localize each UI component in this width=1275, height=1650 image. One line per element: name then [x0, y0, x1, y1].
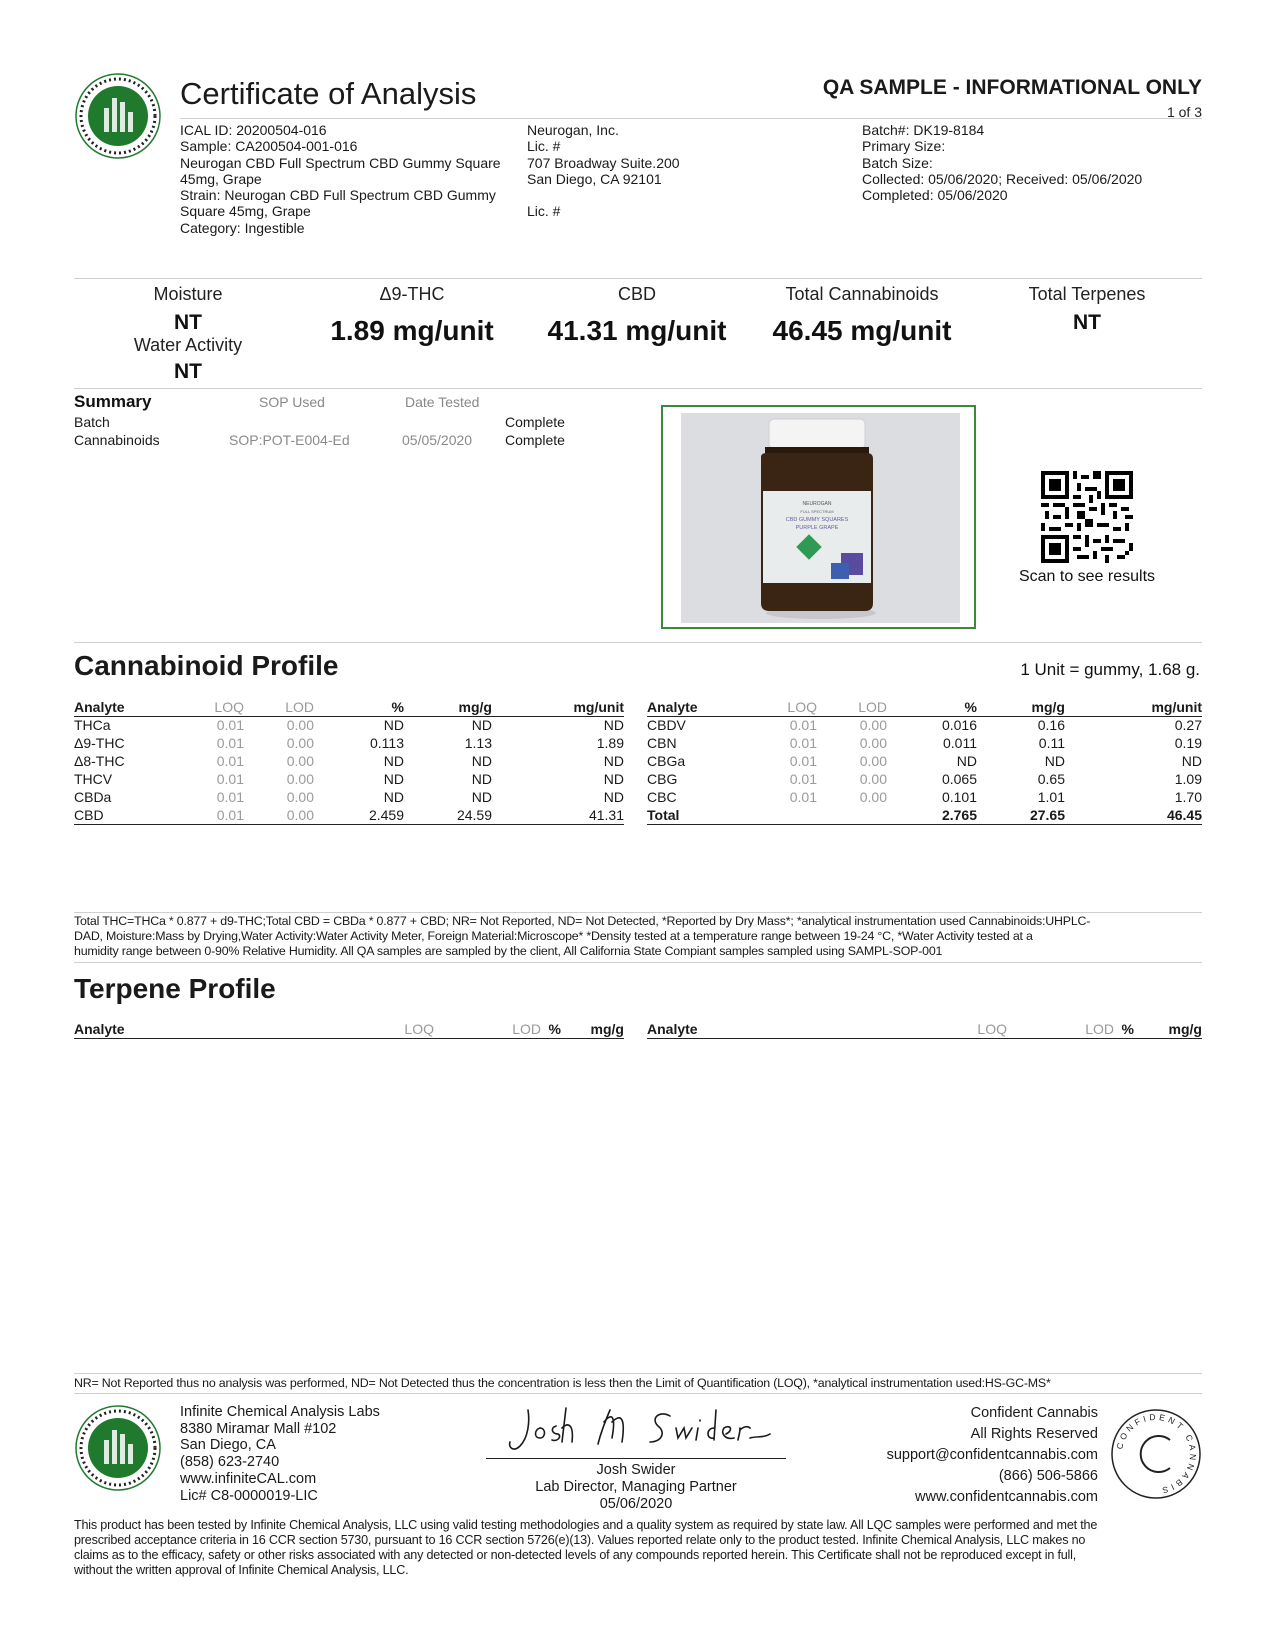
- lod-cell: 0.00: [286, 789, 314, 805]
- divider: [74, 912, 1202, 913]
- unit-note: 1 Unit = gummy, 1.68 g.: [1020, 660, 1200, 679]
- sample-info-line: 45mg, Grape: [180, 170, 262, 187]
- confident-line: Confident Cannabis: [970, 1405, 1098, 1421]
- batch-info-line: Batch Size:: [862, 154, 933, 171]
- header-divider: [180, 118, 1202, 119]
- lod-cell: 0.00: [859, 789, 887, 805]
- table-row: [647, 788, 1202, 806]
- table-header-row: [647, 698, 1202, 716]
- product-photo-frame: [661, 405, 976, 629]
- col-mgg: mg/g: [977, 698, 1065, 716]
- signature-block: [486, 1462, 786, 1513]
- sample-info-line: Sample: CA200504-001-016: [180, 138, 358, 155]
- lod-cell: 0.00: [286, 717, 314, 734]
- analyte-cell: Δ9-THC: [74, 735, 125, 751]
- lod-cell: 0.00: [244, 806, 314, 824]
- loq-cell: 0.01: [789, 735, 817, 751]
- col-percent: %: [541, 1020, 561, 1038]
- analyte-cell: Δ8-THC: [74, 753, 125, 769]
- table-row: [74, 806, 624, 824]
- confident-email[interactable]: support@confidentcannabis.com: [886, 1447, 1098, 1463]
- analyte-cell: CBG: [647, 771, 678, 787]
- mgg-cell: 0.16: [1037, 717, 1065, 734]
- summary-row-date: 05/05/2020: [402, 432, 473, 448]
- total-mgunit: 46.45: [1065, 806, 1202, 824]
- confident-line: All Rights Reserved: [970, 1426, 1098, 1442]
- client-lic: Lic. #: [527, 138, 561, 155]
- total-cannabinoids-value: 46.45 mg/unit: [772, 315, 952, 346]
- mgg-cell: 1.13: [464, 735, 492, 751]
- cannabinoid-table-right: [647, 698, 1202, 825]
- col-loq: LOQ: [767, 698, 817, 716]
- lod-cell: 0.00: [859, 735, 887, 751]
- col-lod: LOD: [434, 1020, 541, 1038]
- col-analyte: Analyte: [74, 1020, 274, 1038]
- jar-brand: NEUROGAN: [802, 501, 832, 507]
- jar-line1: FULL SPECTRUM: [800, 509, 834, 514]
- percent-cell: 0.113: [370, 735, 404, 751]
- lab-line: San Diego, CA: [180, 1437, 276, 1454]
- table-row: [74, 752, 624, 770]
- col-lod: LOD: [244, 698, 314, 716]
- mgunit-cell: ND: [603, 771, 624, 787]
- col-loq: LOQ: [274, 1020, 434, 1038]
- total-terpenes-value: NT: [1073, 311, 1101, 334]
- loq-cell: 0.01: [789, 789, 817, 805]
- note-line: Total THC=THCa * 0.877 + d9-THC;Total CBD = CBDa * 0.877 + CBD; NR= Not Reported, ND= Not Detected, *Reported by Dry Mass*; *analytical instrumentation used Cannabinoids:UHPLC-: [74, 914, 1091, 928]
- terpene-profile-title: Terpene Profile: [74, 973, 276, 1004]
- total-terpenes-label: Total Terpenes: [1028, 284, 1146, 304]
- qa-label: QA SAMPLE - INFORMATIONAL ONLY: [822, 76, 1202, 99]
- total-label: Total: [647, 806, 767, 824]
- total-lod: [817, 806, 887, 824]
- table-row: [74, 734, 624, 752]
- percent-cell: ND: [956, 753, 977, 769]
- cbd-value: 41.31 mg/unit: [547, 315, 727, 346]
- summary-row-sop: SOP:POT-E004-Ed: [229, 432, 350, 448]
- signer-name: Josh Swider: [596, 1462, 676, 1478]
- jar-line3: PURPLE GRAPE: [795, 525, 839, 531]
- mgunit-cell: ND: [603, 753, 624, 769]
- confident-logo-text: CONFIDENT CANNABIS: [1114, 1411, 1199, 1496]
- mgg-cell: ND: [471, 717, 492, 734]
- loq-cell: 0.01: [216, 789, 244, 805]
- lod-cell: 0.00: [859, 717, 887, 734]
- lod-cell: 0.00: [859, 753, 887, 769]
- sample-info-line: Strain: Neurogan CBD Full Spectrum CBD Gummy: [180, 187, 496, 204]
- client-name: Neurogan, Inc.: [527, 122, 619, 138]
- moisture-value: NT: [174, 311, 202, 334]
- summary-row-name: Batch: [74, 414, 110, 430]
- disclaimer-line: claims as to the efficacy, safety or other risks associated with any detected or non-detected levels of any compounds reported herein. This Certificate shall not be reproduced except in full,: [74, 1548, 1077, 1562]
- summary-col-date: Date Tested: [405, 394, 480, 410]
- lod-cell: 0.00: [286, 735, 314, 751]
- mgg-cell: ND: [1044, 753, 1065, 769]
- total-cannabinoids-label: Total Cannabinoids: [785, 284, 939, 304]
- mgg-cell: ND: [471, 771, 492, 787]
- analyte-cell: THCV: [74, 771, 113, 787]
- lab-info: [180, 1404, 380, 1504]
- divider: [74, 1373, 1202, 1374]
- moisture-label: Moisture: [153, 284, 223, 304]
- table-header-row: [647, 1020, 1202, 1038]
- loq-cell: 0.01: [216, 771, 244, 787]
- ical-logo-footer: [74, 1404, 162, 1492]
- mgg-cell: ND: [471, 753, 492, 769]
- col-percent: %: [314, 698, 404, 716]
- mgunit-cell: ND: [1181, 753, 1202, 769]
- analyte-cell: CBGa: [647, 753, 686, 769]
- col-loq: LOQ: [194, 698, 244, 716]
- lod-cell: 0.00: [286, 753, 314, 769]
- total-terpenes-metric: [977, 284, 1197, 335]
- batch-info-line: Batch#: DK19-8184: [862, 122, 985, 138]
- table-row: [74, 716, 624, 734]
- water-activity-value: NT: [174, 360, 202, 383]
- signature-date: 05/06/2020: [599, 1496, 673, 1512]
- total-cannabinoids-metric: [752, 284, 972, 347]
- table-row: [647, 716, 1202, 734]
- disclaimer-line: This product has been tested by Infinite Chemical Analysis, LLC using valid testing methodologies and a quality system as required by state law. All LQC samples were performed and met the: [74, 1518, 1098, 1532]
- lab-line: Lic# C8-0000019-LIC: [180, 1487, 318, 1504]
- table-row: [74, 770, 624, 788]
- cannabinoid-table-left: [74, 698, 624, 825]
- summary-row-name: Cannabinoids: [74, 432, 160, 448]
- mgunit-cell: 0.19: [1174, 735, 1202, 751]
- ical-logo: [74, 72, 162, 160]
- jar-illustration: [681, 413, 960, 623]
- disclaimer-line: without the written approval of Infinite Chemical Analysis, LLC.: [74, 1563, 409, 1577]
- note-line: humidity range between 0-90% Relative Humidity. All QA samples are sampled by the client, All California State Compiant samples sampled using SAMPL-SOP-001: [74, 944, 943, 958]
- lab-website[interactable]: www.infiniteCAL.com: [180, 1470, 317, 1487]
- product-photo: [681, 413, 960, 623]
- loq-cell: 0.01: [216, 717, 244, 734]
- summary-row-status: Complete: [505, 414, 565, 430]
- lab-line: Infinite Chemical Analysis Labs: [180, 1404, 380, 1420]
- batch-info-line: Primary Size:: [862, 138, 946, 155]
- cannabinoid-note: [74, 914, 1204, 959]
- mgg-cell: 1.01: [1037, 789, 1065, 805]
- mgg-cell: ND: [471, 789, 492, 805]
- analyte-cell: CBC: [647, 789, 677, 805]
- percent-cell: ND: [383, 753, 404, 769]
- analyte-cell: CBD: [74, 806, 194, 824]
- divider: [74, 388, 1202, 389]
- divider: [74, 1393, 1202, 1394]
- percent-cell: 2.459: [314, 806, 404, 824]
- moisture-metric: [78, 284, 298, 384]
- table-row: [74, 788, 624, 806]
- cbd-metric: [527, 284, 747, 347]
- terpene-note: NR= Not Reported thus no analysis was performed, ND= Not Detected thus the concentration is less then the Limit of Quantification (LOQ), *analytical instrumentation used:HS-GC-MS*: [74, 1376, 1051, 1390]
- col-analyte: Analyte: [647, 698, 767, 716]
- mgunit-cell: 0.27: [1174, 717, 1202, 734]
- table-row: [647, 734, 1202, 752]
- col-mgunit: mg/unit: [492, 698, 624, 716]
- analyte-cell: CBDa: [74, 789, 112, 805]
- col-lod: LOD: [817, 698, 887, 716]
- sample-info-line: Square 45mg, Grape: [180, 203, 311, 220]
- signer-role: Lab Director, Managing Partner: [535, 1479, 737, 1495]
- analyte-cell: CBN: [647, 735, 677, 751]
- total-mgg: 27.65: [977, 806, 1065, 824]
- confident-info: [887, 1403, 1098, 1508]
- analyte-cell: THCa: [74, 717, 111, 734]
- terpene-table-right: [647, 1020, 1202, 1039]
- mgunit-cell: ND: [603, 717, 624, 734]
- page-number: 1 of 3: [1166, 104, 1202, 120]
- loq-cell: 0.01: [789, 717, 817, 734]
- col-loq: LOQ: [847, 1020, 1007, 1038]
- summary-col-sop: SOP Used: [259, 394, 325, 410]
- sample-info-line: ICAL ID: 20200504-016: [180, 122, 327, 138]
- summary-title: Summary: [74, 392, 152, 411]
- loq-cell: 0.01: [194, 806, 244, 824]
- mgg-cell: 0.65: [1037, 771, 1065, 787]
- loq-cell: 0.01: [216, 753, 244, 769]
- col-mgg: mg/g: [561, 1020, 624, 1038]
- lod-cell: 0.00: [286, 771, 314, 787]
- thc-value: 1.89 mg/unit: [330, 315, 494, 346]
- table-row: [647, 752, 1202, 770]
- disclaimer: [74, 1518, 1204, 1578]
- total-row: [647, 806, 1202, 824]
- mgunit-cell: 1.70: [1174, 789, 1202, 805]
- percent-cell: 0.101: [941, 789, 977, 805]
- percent-cell: 0.011: [943, 735, 977, 751]
- mgunit-cell: 1.09: [1174, 771, 1202, 787]
- lab-line: (858) 623-2740: [180, 1454, 280, 1471]
- thc-metric: [302, 284, 522, 347]
- col-analyte: Analyte: [647, 1020, 847, 1038]
- confident-phone: (866) 506-5866: [998, 1468, 1098, 1484]
- divider: [74, 278, 1202, 279]
- page-title: Certificate of Analysis: [180, 76, 477, 111]
- cannabinoid-profile-title: Cannabinoid Profile: [74, 650, 339, 681]
- sample-info-line: Neurogan CBD Full Spectrum CBD Gummy Square: [180, 154, 501, 171]
- col-mgg: mg/g: [404, 698, 492, 716]
- lab-line: 8380 Miramar Mall #102: [180, 1420, 337, 1437]
- summary-row-status: Complete: [505, 432, 565, 448]
- col-mgg: mg/g: [1134, 1020, 1202, 1038]
- percent-cell: ND: [383, 789, 404, 805]
- table-row: [647, 770, 1202, 788]
- col-mgunit: mg/unit: [1065, 698, 1202, 716]
- total-percent: 2.765: [887, 806, 977, 824]
- percent-cell: 0.065: [941, 771, 977, 787]
- table-header-row: [74, 698, 624, 716]
- percent-cell: ND: [383, 717, 404, 734]
- signature-image: [500, 1398, 780, 1456]
- thc-label: Δ9-THC: [379, 284, 445, 304]
- col-percent: %: [1114, 1020, 1134, 1038]
- divider: [74, 642, 1202, 643]
- mgunit-cell: ND: [603, 789, 624, 805]
- mgg-cell: 24.59: [404, 806, 492, 824]
- mgg-cell: 0.11: [1038, 735, 1065, 751]
- percent-cell: ND: [383, 771, 404, 787]
- sample-info-line: Category: Ingestible: [180, 219, 305, 236]
- qr-code[interactable]: [1041, 471, 1133, 563]
- client-lic-2: Lic. #: [527, 203, 561, 220]
- loq-cell: 0.01: [789, 771, 817, 787]
- loq-cell: 0.01: [789, 753, 817, 769]
- client-info: [527, 122, 680, 220]
- cbd-label: CBD: [617, 284, 656, 304]
- col-percent: %: [887, 698, 977, 716]
- divider: [74, 962, 1202, 963]
- lod-cell: 0.00: [859, 771, 887, 787]
- analyte-cell: CBDV: [647, 717, 686, 734]
- disclaimer-line: prescribed acceptance criteria in 16 CCR section 5730, pursuant to 16 CCR section 5726(e)(13). Values reported relate only to the product tested. Infinite Chemical Analysis, LLC makes no: [74, 1533, 1086, 1547]
- confident-website[interactable]: www.confidentcannabis.com: [915, 1489, 1098, 1505]
- qr-caption: Scan to see results: [1018, 568, 1156, 585]
- table-header-row: [74, 1020, 624, 1038]
- batch-info: [862, 122, 1142, 203]
- confident-cannabis-logo: [1110, 1408, 1202, 1500]
- water-activity-label: Water Activity: [133, 335, 243, 355]
- total-loq: [767, 806, 817, 824]
- signature-line: [486, 1458, 786, 1459]
- client-address-2: San Diego, CA 92101: [527, 170, 662, 187]
- loq-cell: 0.01: [216, 735, 244, 751]
- note-line: DAD, Moisture:Mass by Drying,Water Activity:Water Activity Meter, Foreign Material:Microscope* *Density tested at a temperature range between 19-24 °C, *Water Activity tested at a: [74, 929, 1033, 943]
- batch-info-line: Completed: 05/06/2020: [862, 187, 1008, 204]
- sample-info: [180, 122, 501, 236]
- percent-cell: 0.016: [941, 717, 977, 734]
- jar-line2: CBD GUMMY SQUARES: [785, 517, 849, 523]
- terpene-table-left: [74, 1020, 624, 1039]
- col-analyte: Analyte: [74, 698, 194, 716]
- client-address-1: 707 Broadway Suite.200: [527, 154, 680, 171]
- col-lod: LOD: [1007, 1020, 1114, 1038]
- mgunit-cell: 1.89: [596, 735, 624, 751]
- batch-info-line: Collected: 05/06/2020; Received: 05/06/2020: [862, 170, 1143, 187]
- mgunit-cell: 41.31: [492, 806, 624, 824]
